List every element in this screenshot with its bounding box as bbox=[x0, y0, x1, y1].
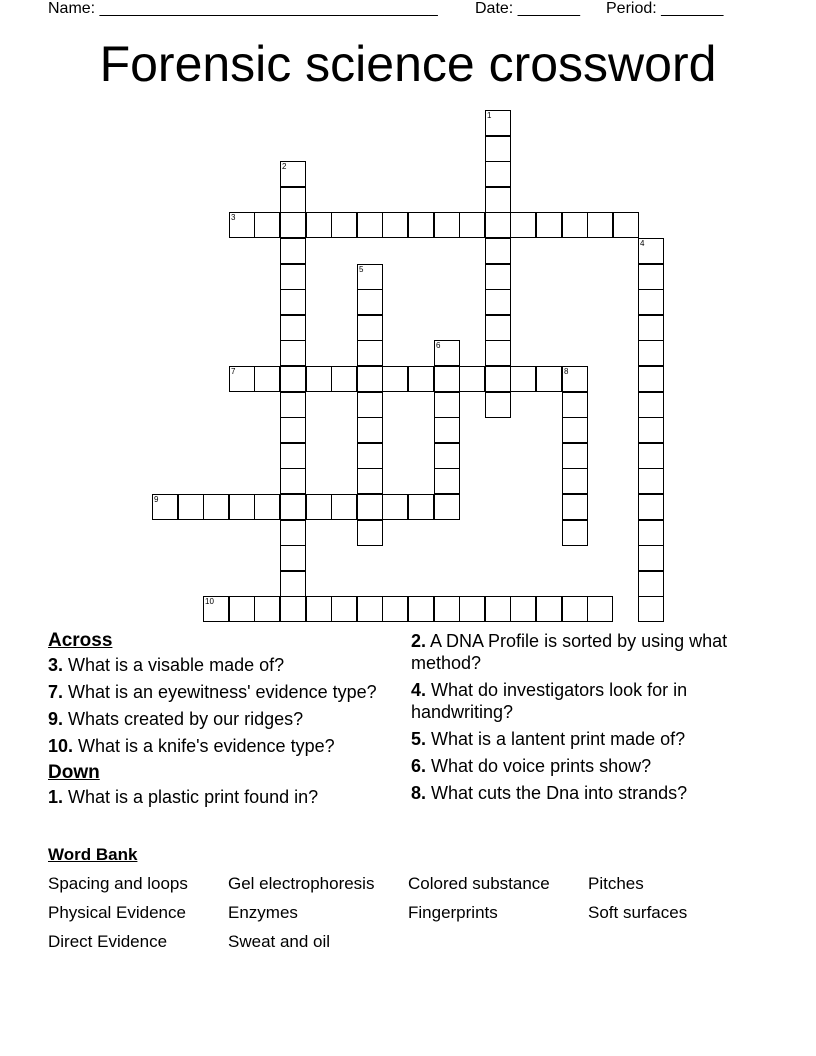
clue-text: What is a knife's evidence type? bbox=[73, 736, 335, 756]
cell-number: 5 bbox=[359, 265, 364, 274]
crossword-cell[interactable] bbox=[280, 289, 306, 315]
crossword-cell[interactable] bbox=[382, 494, 408, 520]
word-bank-item: Enzymes bbox=[228, 903, 298, 922]
crossword-cell[interactable] bbox=[280, 468, 306, 494]
crossword-cell[interactable] bbox=[203, 494, 229, 520]
crossword-cell[interactable] bbox=[434, 596, 460, 622]
crossword-cell[interactable] bbox=[357, 392, 383, 418]
crossword-cell[interactable] bbox=[562, 366, 588, 392]
crossword-cell[interactable] bbox=[280, 187, 306, 213]
crossword-cell[interactable] bbox=[382, 212, 408, 238]
crossword-cell[interactable] bbox=[485, 136, 511, 162]
across-clue bbox=[48, 735, 393, 757]
clue-number: 4. bbox=[411, 680, 427, 700]
crossword-cell[interactable] bbox=[408, 494, 434, 520]
crossword-cell[interactable] bbox=[638, 264, 664, 290]
down-clue bbox=[411, 755, 756, 777]
crossword-cell[interactable] bbox=[306, 596, 332, 622]
crossword-cell[interactable] bbox=[510, 366, 536, 392]
crossword-cell[interactable] bbox=[562, 520, 588, 546]
clue-number: 6. bbox=[411, 756, 427, 776]
crossword-cell[interactable] bbox=[357, 417, 383, 443]
clue-text: What is a visable made of? bbox=[63, 655, 285, 675]
crossword-cell[interactable] bbox=[638, 571, 664, 597]
crossword-cell[interactable] bbox=[485, 187, 511, 213]
crossword-cell[interactable] bbox=[357, 520, 383, 546]
crossword-cell[interactable] bbox=[229, 494, 255, 520]
crossword-cell[interactable] bbox=[638, 315, 664, 341]
clue-text: What is an eyewitness' evidence type? bbox=[63, 682, 377, 702]
crossword-cell[interactable] bbox=[357, 468, 383, 494]
word-bank-item: Spacing and loops bbox=[48, 874, 188, 893]
word-bank-item: Colored substance bbox=[408, 874, 550, 893]
crossword-cell[interactable] bbox=[254, 494, 280, 520]
crossword-cell[interactable] bbox=[229, 596, 255, 622]
crossword-cell[interactable] bbox=[434, 468, 460, 494]
crossword-cell[interactable] bbox=[638, 443, 664, 469]
crossword-cell[interactable] bbox=[638, 392, 664, 418]
crossword-cell[interactable] bbox=[485, 264, 511, 290]
crossword-cell[interactable] bbox=[485, 340, 511, 366]
name-field-label: Name: ______________________________________ bbox=[48, 0, 438, 17]
page-title: Forensic science crossword bbox=[99, 36, 717, 92]
across-clue bbox=[48, 681, 393, 703]
word-bank-item: Pitches bbox=[588, 874, 644, 893]
crossword-cell[interactable] bbox=[357, 289, 383, 315]
crossword-cell[interactable] bbox=[562, 468, 588, 494]
cell-number: 7 bbox=[231, 367, 236, 376]
crossword-cell[interactable] bbox=[178, 494, 204, 520]
word-bank-title: Word Bank bbox=[48, 845, 138, 864]
header-line bbox=[0, 0, 816, 22]
crossword-cell[interactable] bbox=[434, 494, 460, 520]
clue-number: 10. bbox=[48, 736, 74, 756]
clue-number: 9. bbox=[48, 709, 64, 729]
crossword-cell[interactable] bbox=[459, 366, 485, 392]
cell-number: 10 bbox=[205, 597, 214, 606]
crossword-cell[interactable] bbox=[408, 212, 434, 238]
clues-column-right bbox=[411, 630, 756, 809]
crossword-cell[interactable] bbox=[382, 366, 408, 392]
crossword-cell[interactable] bbox=[562, 494, 588, 520]
crossword-cell[interactable] bbox=[357, 340, 383, 366]
crossword-cell[interactable] bbox=[434, 392, 460, 418]
crossword-cell[interactable] bbox=[638, 494, 664, 520]
cell-number: 9 bbox=[154, 495, 159, 504]
crossword-cell[interactable] bbox=[587, 212, 613, 238]
clue-number: 8. bbox=[411, 783, 427, 803]
down-clue bbox=[411, 782, 756, 804]
across-clue bbox=[48, 654, 393, 676]
crossword-cell[interactable] bbox=[638, 340, 664, 366]
crossword-cell[interactable] bbox=[331, 366, 357, 392]
clue-number: 2. bbox=[411, 631, 427, 651]
crossword-cell[interactable] bbox=[280, 494, 306, 520]
crossword-cell[interactable] bbox=[485, 110, 511, 136]
clue-text: Whats created by our ridges? bbox=[63, 709, 304, 729]
crossword-cell[interactable] bbox=[357, 264, 383, 290]
crossword-cell[interactable] bbox=[638, 289, 664, 315]
crossword-cell[interactable] bbox=[510, 596, 536, 622]
crossword-cell[interactable] bbox=[357, 443, 383, 469]
crossword-cell[interactable] bbox=[152, 494, 178, 520]
crossword-cell[interactable] bbox=[331, 494, 357, 520]
crossword-cell[interactable] bbox=[536, 366, 562, 392]
clue-text: What do investigators look for in handwriting? bbox=[411, 680, 688, 722]
crossword-cell[interactable] bbox=[203, 596, 229, 622]
crossword-cell[interactable] bbox=[280, 392, 306, 418]
crossword-cell[interactable] bbox=[357, 596, 383, 622]
crossword-cell[interactable] bbox=[280, 315, 306, 341]
crossword-cell[interactable] bbox=[229, 212, 255, 238]
down-clue bbox=[411, 679, 756, 723]
clue-number: 5. bbox=[411, 729, 427, 749]
cell-number: 3 bbox=[231, 213, 236, 222]
crossword-cell[interactable] bbox=[357, 494, 383, 520]
period-field-label: Period: _______ bbox=[606, 0, 724, 17]
word-bank bbox=[48, 845, 768, 952]
crossword-cell[interactable] bbox=[382, 596, 408, 622]
crossword-cell[interactable] bbox=[638, 545, 664, 571]
crossword-cell[interactable] bbox=[562, 596, 588, 622]
crossword-cell[interactable] bbox=[357, 315, 383, 341]
crossword-cell[interactable] bbox=[485, 392, 511, 418]
crossword-cell[interactable] bbox=[638, 417, 664, 443]
crossword-cell[interactable] bbox=[306, 366, 332, 392]
down-heading: Down bbox=[48, 762, 100, 783]
down-clue bbox=[48, 786, 393, 808]
crossword-cell[interactable] bbox=[408, 596, 434, 622]
crossword-cell[interactable] bbox=[434, 340, 460, 366]
crossword-cell[interactable] bbox=[331, 596, 357, 622]
crossword-cell[interactable] bbox=[331, 212, 357, 238]
crossword-cell[interactable] bbox=[280, 571, 306, 597]
crossword-cell[interactable] bbox=[280, 212, 306, 238]
crossword-cell[interactable] bbox=[536, 212, 562, 238]
crossword-cell[interactable] bbox=[485, 289, 511, 315]
cell-number: 1 bbox=[487, 111, 492, 120]
clue-text: What do voice prints show? bbox=[426, 756, 652, 776]
clues-column-left bbox=[48, 630, 393, 813]
crossword-cell[interactable] bbox=[562, 392, 588, 418]
word-bank-list bbox=[48, 873, 768, 952]
crossword-cell[interactable] bbox=[357, 366, 383, 392]
crossword-cell[interactable] bbox=[562, 212, 588, 238]
crossword-cell[interactable] bbox=[434, 443, 460, 469]
crossword-cell[interactable] bbox=[229, 366, 255, 392]
word-bank-item: Physical Evidence bbox=[48, 903, 186, 922]
crossword-cell[interactable] bbox=[280, 264, 306, 290]
crossword-cell[interactable] bbox=[254, 212, 280, 238]
crossword-cell[interactable] bbox=[638, 238, 664, 264]
crossword-cell[interactable] bbox=[638, 520, 664, 546]
crossword-cell[interactable] bbox=[434, 417, 460, 443]
crossword-cell[interactable] bbox=[613, 212, 639, 238]
cell-number: 2 bbox=[282, 162, 287, 171]
crossword-cell[interactable] bbox=[254, 596, 280, 622]
crossword-cell[interactable] bbox=[280, 443, 306, 469]
clue-number: 3. bbox=[48, 655, 64, 675]
clue-text: What cuts the Dna into strands? bbox=[426, 783, 688, 803]
across-clue bbox=[48, 708, 393, 730]
crossword-cell[interactable] bbox=[485, 238, 511, 264]
crossword-cell[interactable] bbox=[638, 366, 664, 392]
down-clue bbox=[411, 728, 756, 750]
crossword-cell[interactable] bbox=[434, 212, 460, 238]
word-bank-item: Sweat and oil bbox=[228, 932, 331, 951]
clue-number: 1. bbox=[48, 787, 64, 807]
crossword-cell[interactable] bbox=[587, 596, 613, 622]
crossword-cell[interactable] bbox=[434, 366, 460, 392]
crossword-cell[interactable] bbox=[254, 366, 280, 392]
word-bank-item: Fingerprints bbox=[408, 903, 498, 922]
clue-number: 7. bbox=[48, 682, 64, 702]
cell-number: 8 bbox=[564, 367, 569, 376]
down-clue bbox=[411, 630, 756, 674]
crossword-cell[interactable] bbox=[485, 212, 511, 238]
clue-text: What is a plastic print found in? bbox=[63, 787, 319, 807]
crossword-cell[interactable] bbox=[306, 212, 332, 238]
crossword-cell[interactable] bbox=[280, 340, 306, 366]
crossword-cell[interactable] bbox=[280, 161, 306, 187]
crossword-cell[interactable] bbox=[357, 212, 383, 238]
crossword-cell[interactable] bbox=[280, 238, 306, 264]
crossword-cell[interactable] bbox=[280, 417, 306, 443]
crossword-cell[interactable] bbox=[638, 468, 664, 494]
crossword-cell[interactable] bbox=[638, 596, 664, 622]
crossword-cell[interactable] bbox=[280, 545, 306, 571]
crossword-cell[interactable] bbox=[485, 596, 511, 622]
crossword-cell[interactable] bbox=[280, 520, 306, 546]
crossword-cell[interactable] bbox=[280, 596, 306, 622]
word-bank-item: Soft surfaces bbox=[588, 903, 688, 922]
clue-text: A DNA Profile is sorted by using what method? bbox=[411, 631, 728, 673]
cell-number: 6 bbox=[436, 341, 441, 350]
crossword-cell[interactable] bbox=[459, 212, 485, 238]
crossword-cell[interactable] bbox=[485, 366, 511, 392]
crossword-cell[interactable] bbox=[536, 596, 562, 622]
crossword-cell[interactable] bbox=[562, 417, 588, 443]
across-heading: Across bbox=[48, 630, 113, 651]
word-bank-item: Gel electrophoresis bbox=[228, 874, 375, 893]
crossword-cell[interactable] bbox=[459, 596, 485, 622]
crossword-cell[interactable] bbox=[306, 494, 332, 520]
crossword-cell[interactable] bbox=[408, 366, 434, 392]
date-field-label: Date: _______ bbox=[475, 0, 580, 17]
clue-text: What is a lantent print made of? bbox=[426, 729, 686, 749]
crossword-cell[interactable] bbox=[485, 315, 511, 341]
crossword-cell[interactable] bbox=[510, 212, 536, 238]
cell-number: 4 bbox=[640, 239, 645, 248]
crossword-cell[interactable] bbox=[562, 443, 588, 469]
word-bank-item: Direct Evidence bbox=[48, 932, 168, 951]
crossword-cell[interactable] bbox=[280, 366, 306, 392]
crossword-cell[interactable] bbox=[485, 161, 511, 187]
